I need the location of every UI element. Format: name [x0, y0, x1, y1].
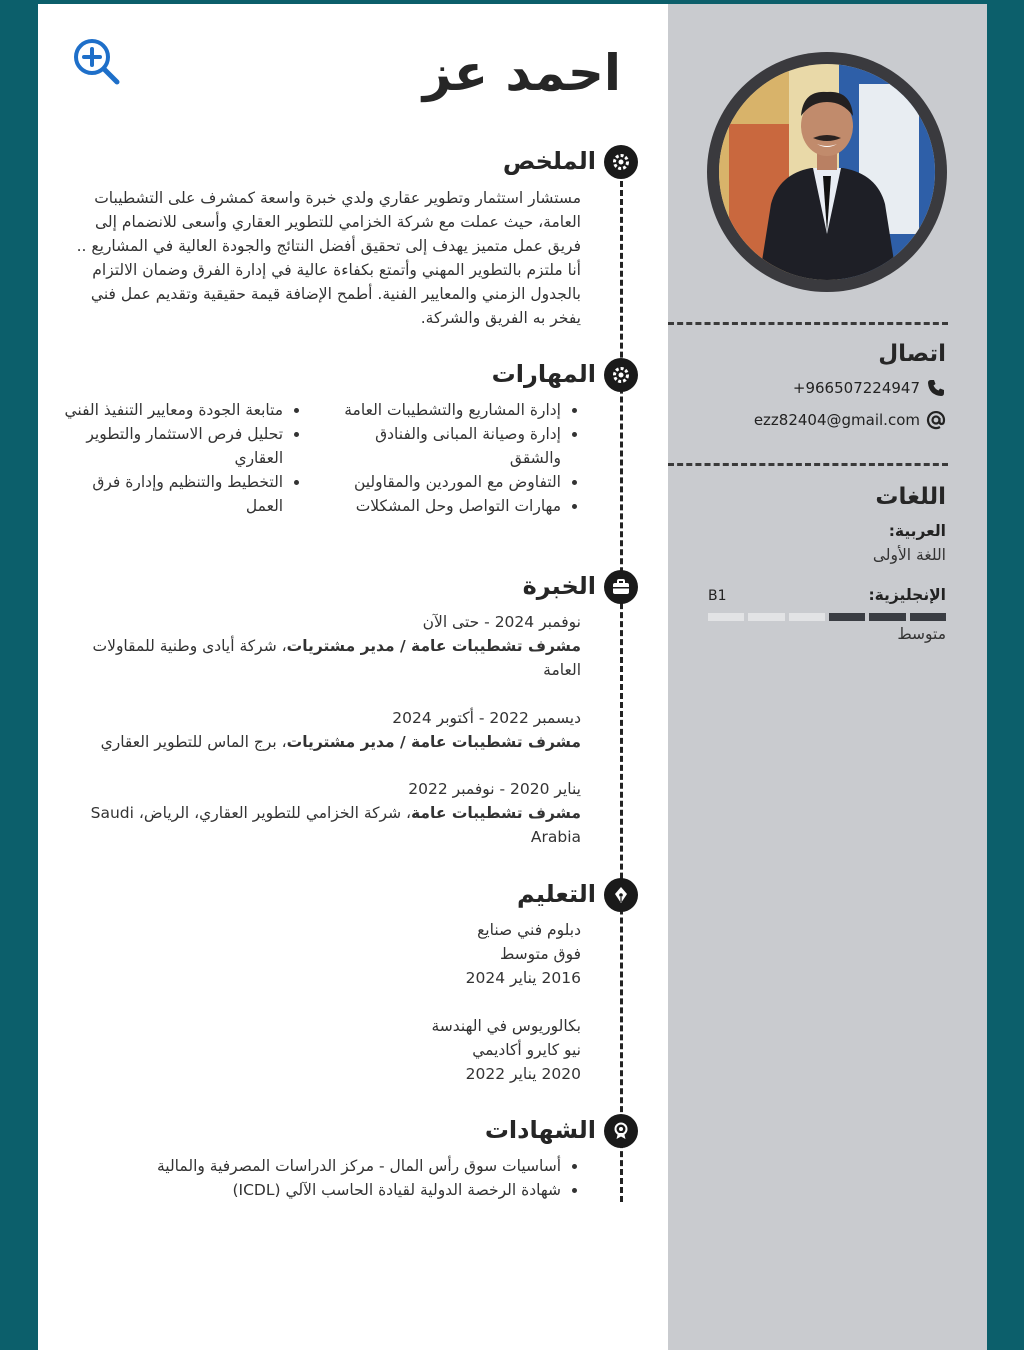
education-degree: بكالوريوس في الهندسة [431, 1017, 581, 1035]
experience-dates: ديسمبر 2022 - أكتوبر 2024 [392, 709, 581, 727]
proficiency-segment [829, 613, 865, 621]
skill-item: • مهارات التواصل وحل المشكلات [319, 494, 561, 518]
skill-item: • تحليل فرص الاستثمار والتطوير العقاري [61, 422, 283, 470]
candidate-name: احمد عز [422, 44, 621, 102]
education-school: فوق متوسط [499, 945, 581, 963]
email-address: ezz82404@gmail.com [753, 411, 920, 429]
skill-item: • إدارة وصيانة المبانى والفنادق والشقق [319, 422, 561, 470]
certificates-heading: الشهادات [484, 1116, 596, 1144]
award-icon [604, 1114, 638, 1148]
at-sign-icon [926, 410, 946, 430]
education-heading: التعليم [517, 880, 596, 908]
experience-dates: يناير 2020 - نوفمبر 2022 [408, 780, 581, 798]
experience-entry [71, 706, 581, 754]
proficiency-segment [708, 613, 744, 621]
skills-heading: المهارات [491, 360, 596, 388]
summary-heading: الملخص [502, 147, 596, 175]
experience-heading: الخبرة [522, 572, 596, 600]
phone-row[interactable] [793, 378, 946, 398]
proficiency-segment [748, 613, 784, 621]
sidebar-divider [668, 463, 948, 466]
experience-org: ، شركة أيادى وطنية للمقاولات العامة [92, 637, 581, 679]
zoom-in-icon[interactable] [72, 37, 122, 87]
experience-title: مشرف تشطيبات عامة / مدير مشتريات [286, 733, 581, 751]
education-degree: دبلوم فني صنايع [477, 921, 581, 939]
education-date: 2020 يناير 2022 [465, 1065, 581, 1083]
phone-number: +966507224947 [792, 379, 920, 397]
experience-title: مشرف تشطيبات عامة / مدير مشتريات [286, 637, 581, 655]
summary-text: مستشار استثمار وتطوير عقاري ولدي خبرة واسعة كمشرف على التشطيبات العامة، حيث عملت مع شركة الخزامي للتطوير العقاري وأسعى للانضمام إلى فريق عمل متميز يهدف إلى تحقيق أفضل النتائج والجودة العالية في المشاريع .. أنا ملتزم بالتطوير المهني وأتمتع بكفاءة عالية في إدارة الفرق وضمان الالتزام بالجدول الزمني والمعايير الفنية. أطمح الإضافة قيمة حقيقية وتقديم عمل فني يفخر به الفريق والشركة. [76, 189, 581, 327]
language-name: الإنجليزية: [868, 586, 946, 604]
certificates-list [41, 1154, 581, 1202]
email-row[interactable] [754, 410, 946, 430]
experience-org: ، برج الماس للتطوير العقاري [100, 733, 287, 751]
language-cefr-code: B1 [708, 588, 727, 604]
certificate-item: • شهادة الرخصة الدولية لقيادة الحاسب الآلي (ICDL) [41, 1178, 561, 1202]
contact-heading: اتصال [878, 341, 946, 367]
language-name: العربية: [888, 522, 946, 540]
skill-item: • التفاوض مع الموردين والمقاولين [319, 470, 561, 494]
proficiency-segment [910, 613, 946, 621]
proficiency-segment [789, 613, 825, 621]
profile-photo [719, 64, 935, 280]
language-level: متوسط [897, 625, 946, 643]
experience-org: ، شركة الخزامي للتطوير العقاري، الرياض، Saudi Arabia [90, 804, 581, 846]
language-proficiency-bar [708, 613, 946, 621]
timeline-line [620, 172, 623, 1202]
gear-icon [604, 145, 638, 179]
education-school: نيو كايرو أكاديمي [472, 1041, 581, 1059]
skills-list [61, 398, 581, 518]
pen-nib-icon [604, 878, 638, 912]
proficiency-segment [869, 613, 905, 621]
phone-icon [926, 378, 946, 398]
sidebar-divider [668, 322, 948, 325]
experience-entry [71, 777, 581, 849]
language-level: اللغة الأولى [872, 546, 946, 564]
experience-dates: نوفمبر 2024 - حتى الآن [422, 613, 581, 631]
experience-entry [71, 610, 581, 682]
skill-item: • التخطيط والتنظيم وإدارة فرق العمل [61, 470, 283, 518]
skill-item: • متابعة الجودة ومعايير التنفيذ الفني [61, 398, 283, 422]
skill-item: • إدارة المشاريع والتشطيبات العامة [319, 398, 561, 422]
languages-heading: اللغات [875, 484, 946, 510]
education-date: 2016 يناير 2024 [465, 969, 581, 987]
briefcase-icon [604, 570, 638, 604]
certificate-item: • أساسيات سوق رأس المال - مركز الدراسات المصرفية والمالية [41, 1154, 561, 1178]
skills-cog-icon [604, 358, 638, 392]
education-entry [281, 1014, 581, 1086]
education-entry [281, 918, 581, 990]
experience-title: مشرف تشطيبات عامة [411, 804, 581, 822]
